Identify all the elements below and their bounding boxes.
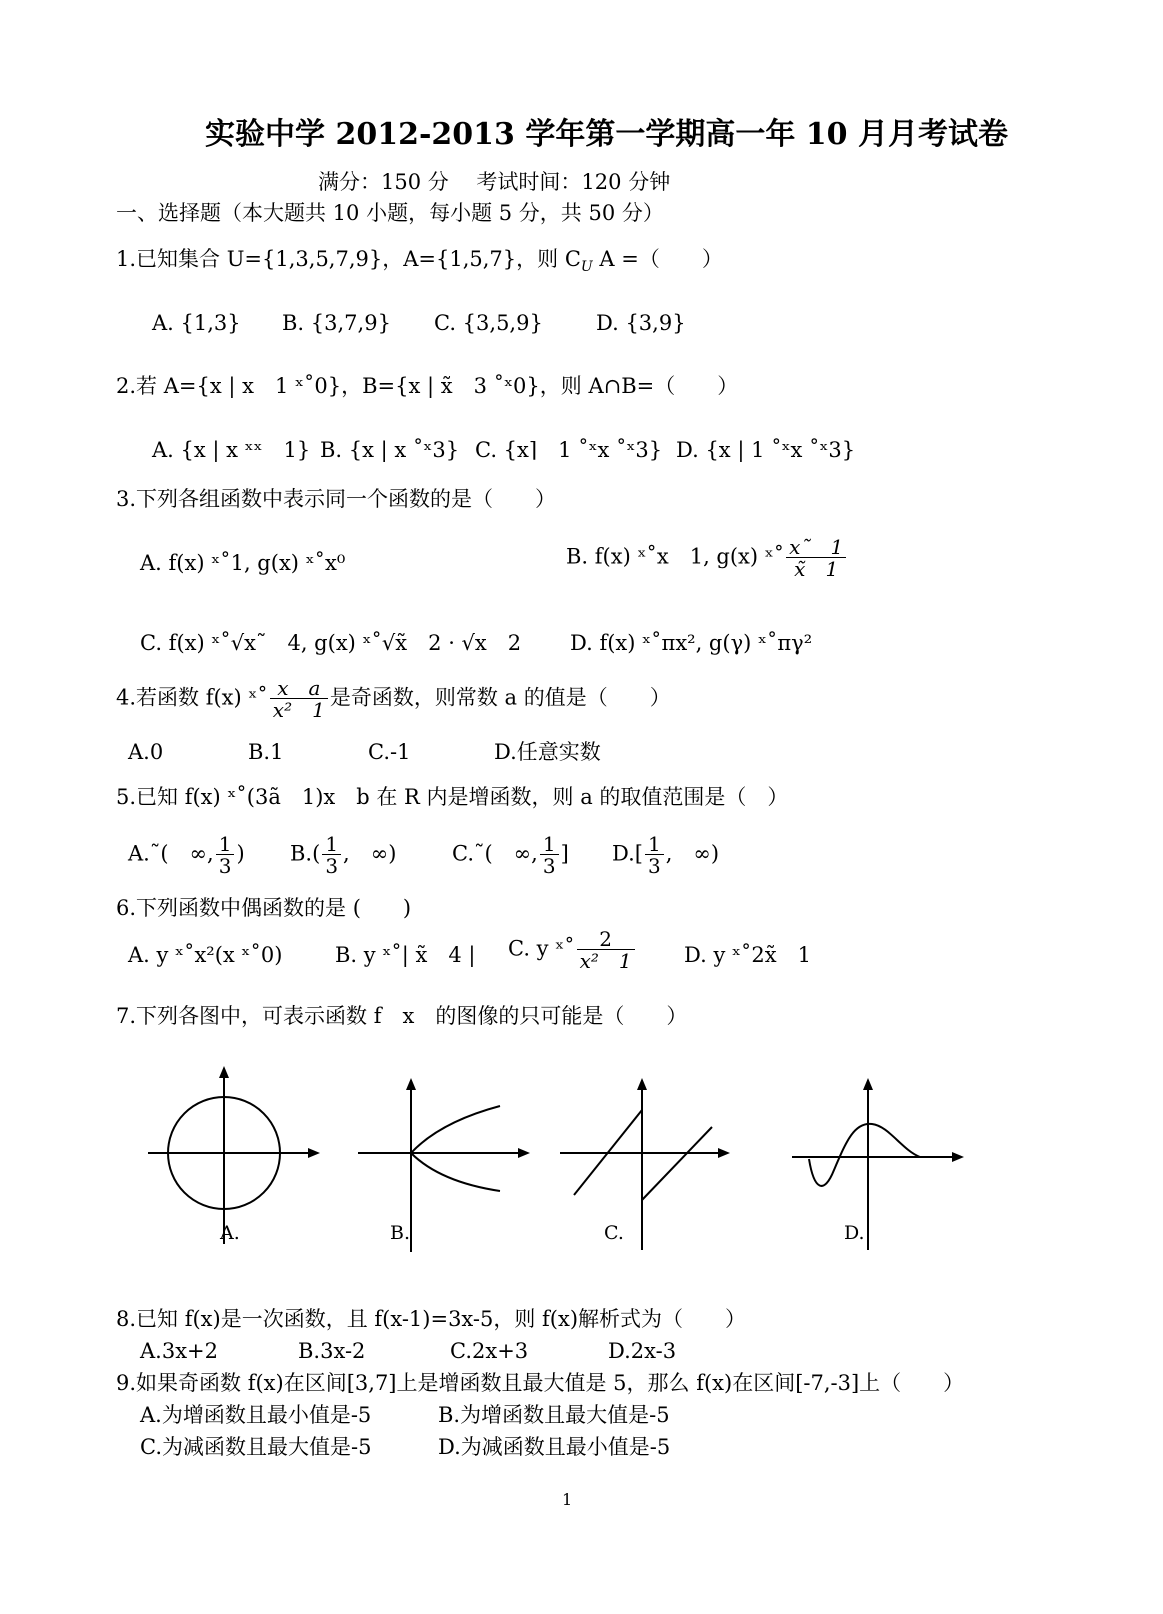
q6-option-c-numerator: 2	[599, 927, 612, 951]
q4-option-d: D.任意实数	[494, 740, 601, 764]
q1-option-c: C. {3,5,9}	[434, 311, 543, 335]
graph-b-parabola	[350, 1070, 540, 1260]
question-7: 7.下列各图中，可表示函数 f x 的图像的只可能是（ ）	[116, 1004, 688, 1028]
q1-tail: A =（ ）	[592, 247, 723, 271]
q6-option-c-denominator: x² 1	[577, 949, 635, 971]
q5-option-a-numerator: 1	[218, 832, 232, 856]
q3-option-b-fraction	[786, 537, 846, 579]
graph-b-label: B.	[390, 1222, 411, 1244]
q4-numerator: x a	[277, 676, 321, 700]
q5-option-c	[452, 834, 569, 876]
graph-b-curve	[411, 1106, 500, 1191]
page-number: 1	[562, 1490, 573, 1509]
q3-option-c: C. f(x) ˣ˚√x˜ 4, g(x) ˣ˚√x̃ 2 · √x 2	[140, 631, 522, 655]
q5-option-d-denominator: 3	[645, 854, 664, 876]
question-4	[116, 678, 671, 720]
q8-option-c: C.2x+3	[450, 1339, 529, 1363]
q5-option-d	[612, 834, 719, 876]
q3-option-a: A. f(x) ˣ˚1, g(x) ˣ˚x⁰	[140, 551, 346, 575]
q5-option-d-pre: D.[	[612, 841, 643, 866]
q2-option-b: B. {x | x ˚ˣ3}	[320, 438, 460, 462]
q5-option-c-fraction	[540, 834, 559, 876]
q1-subscript: U	[580, 259, 593, 276]
q4-denominator: x² 1	[270, 698, 328, 720]
q8-option-b: B.3x-2	[298, 1339, 366, 1363]
q2-option-d: D. {x | 1 ˚ˣx ˚ˣ3}	[676, 438, 856, 462]
graph-d-curve	[809, 1124, 920, 1186]
q5-option-d-post: , ∞)	[665, 841, 720, 866]
question-8: 8.已知 f(x)是一次函数，且 f(x-1)=3x-5，则 f(x)解析式为（ ）	[116, 1307, 747, 1331]
exam-subtitle: 满分：150 分 考试时间：120 分钟	[318, 170, 671, 194]
graph-b-x-arrow	[518, 1148, 530, 1158]
q9-option-c: C.为减函数且最大值是-5	[140, 1435, 372, 1459]
question-9: 9.如果奇函数 f(x)在区间[3,7]上是增函数且最大值是 5，那么 f(x)在区间[-7,-3]上（ ）	[116, 1371, 965, 1395]
question-1	[116, 249, 723, 274]
q4-option-c: C.-1	[368, 740, 411, 764]
q3-option-b-numerator: x˜ 1	[789, 535, 844, 559]
question-6: 6.下列函数中偶函数的是 ( )	[116, 896, 412, 920]
graph-a-x-arrow	[308, 1148, 320, 1158]
graph-a-y-arrow	[219, 1066, 229, 1078]
graph-c-curve-right	[642, 1127, 712, 1200]
q5-option-d-fraction	[645, 834, 664, 876]
q3-option-b	[566, 537, 848, 579]
graph-c-y-arrow	[637, 1078, 647, 1090]
exam-title: 实验中学 2012-2013 学年第一学期高一年 10 月月考试卷	[205, 117, 1008, 152]
q5-option-b-pre: B.(	[290, 841, 321, 866]
q8-option-a: A.3x+2	[140, 1339, 219, 1363]
q1-option-a: A. {1,3}	[152, 311, 241, 335]
q5-option-a-denominator: 3	[216, 854, 235, 876]
q1-option-b: B. {3,7,9}	[282, 311, 391, 335]
q9-option-b: B.为增函数且最大值是-5	[438, 1403, 670, 1427]
graph-d-label: D.	[844, 1222, 865, 1244]
q2-option-a: A. {x | x ˣˣ 1}	[152, 438, 311, 462]
q1-stem: 1.已知集合 U={1,3,5,7,9}，A={1,5,7}，则 C	[116, 247, 581, 271]
q5-option-b-post: , ∞)	[343, 841, 397, 866]
q6-option-c	[508, 929, 637, 971]
graph-d-y-arrow	[863, 1078, 873, 1090]
q8-option-d: D.2x-3	[608, 1339, 677, 1363]
q5-option-b-denominator: 3	[322, 854, 341, 876]
q5-option-a	[128, 834, 245, 876]
q5-option-b-numerator: 1	[325, 832, 339, 856]
graph-c-lines	[552, 1070, 742, 1260]
q4-option-a: A.0	[128, 740, 164, 764]
question-5: 5.已知 f(x) ˣ˚(3ã 1)x b 在 R 内是增函数，则 a 的取值范围是（ ）	[116, 785, 789, 809]
graph-c-x-arrow	[718, 1148, 730, 1158]
q5-option-c-post: ]	[560, 841, 569, 866]
q3-option-b-lhs: B. f(x) ˣ˚x 1, g(x) ˣ˚	[566, 544, 785, 569]
q1-option-d: D. {3,9}	[596, 311, 686, 335]
q6-option-a: A. y ˣ˚x²(x ˣ˚0)	[128, 943, 283, 967]
section-heading: 一、选择题（本大题共 10 小题，每小题 5 分，共 50 分）	[116, 201, 664, 225]
question-3: 3.下列各组函数中表示同一个函数的是（ ）	[116, 487, 557, 511]
q9-option-d: D.为减函数且最小值是-5	[438, 1435, 671, 1459]
q4-fraction	[270, 678, 328, 720]
graph-c-label: C.	[604, 1222, 624, 1244]
q5-option-a-post: )	[236, 841, 245, 866]
q5-option-a-pre: A.˜( ∞,	[128, 841, 214, 866]
graph-d-wave	[784, 1070, 974, 1260]
q6-option-d: D. y ˣ˚2x̃ 1	[684, 943, 811, 967]
q5-option-c-pre: C.˜( ∞,	[452, 841, 538, 866]
q3-option-d: D. f(x) ˣ˚πx², g(γ) ˣ˚πγ²	[570, 631, 813, 655]
question-2: 2.若 A={x | x 1 ˣ˚0}，B={x | x̃ 3 ˚ˣ0}，则 A∩B=（ ）	[116, 374, 739, 398]
q4-stem-end: 是奇函数，则常数 a 的值是（ ）	[329, 685, 671, 710]
q6-option-c-fraction	[577, 929, 635, 971]
q5-option-c-numerator: 1	[542, 832, 556, 856]
q2-option-c: C. {x⌉ 1 ˚ˣx ˚ˣ3}	[475, 438, 663, 462]
q9-option-a: A.为增函数且最小值是-5	[140, 1403, 372, 1427]
q4-stem-start: 4.若函数 f(x) ˣ˚	[116, 685, 268, 710]
graph-b-y-arrow	[406, 1078, 416, 1090]
q6-option-b: B. y ˣ˚| x̃ 4 |	[335, 943, 476, 967]
graph-a-label: A.	[220, 1222, 240, 1244]
q6-option-c-lhs: C. y ˣ˚	[508, 936, 575, 961]
q5-option-c-denominator: 3	[540, 854, 559, 876]
q3-option-b-denominator: x̃ 1	[786, 557, 846, 579]
q5-option-b	[290, 834, 396, 876]
q5-option-d-numerator: 1	[647, 832, 661, 856]
graph-d-x-arrow	[952, 1152, 964, 1162]
q5-option-b-fraction	[322, 834, 341, 876]
q5-option-a-fraction	[216, 834, 235, 876]
q4-option-b: B.1	[248, 740, 284, 764]
